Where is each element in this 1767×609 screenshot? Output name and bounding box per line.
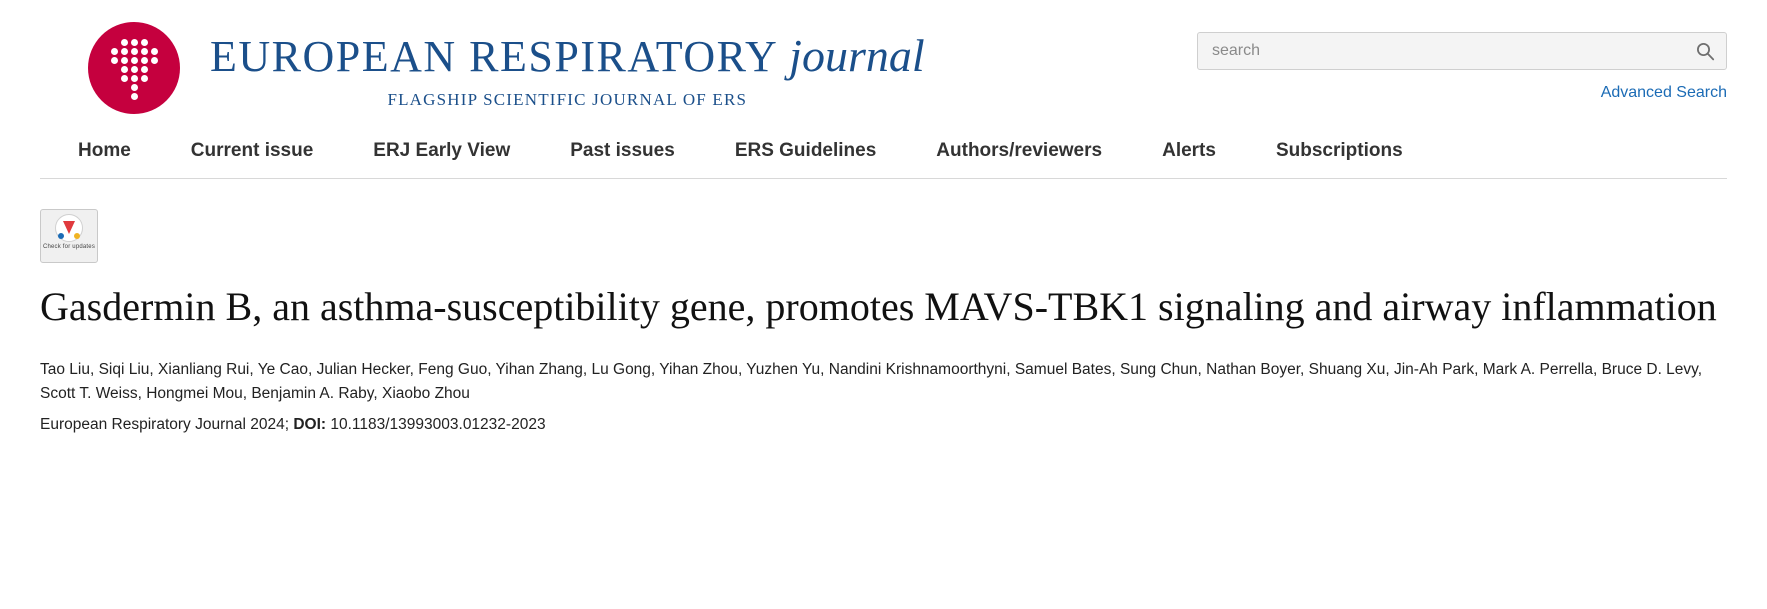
search-area (1197, 18, 1727, 102)
journal-branding[interactable] (88, 18, 925, 114)
nav-item-ers-guidelines[interactable]: ERS Guidelines (734, 140, 877, 161)
crossmark-label: Check for updates (42, 244, 96, 250)
site-header (0, 0, 1767, 114)
search-icon[interactable] (1694, 40, 1716, 62)
advanced-search-link[interactable]: Advanced Search (1600, 84, 1727, 101)
nav-item-authors-reviewers[interactable]: Authors/reviewers (936, 140, 1103, 161)
nav-item-erj-early-view[interactable]: ERJ Early View (373, 140, 511, 161)
doi-label: DOI: (293, 415, 327, 433)
citation-line (40, 416, 1727, 434)
search-input[interactable] (1210, 32, 1694, 70)
crossmark-badge-icon[interactable] (40, 209, 98, 263)
crossmark-circle-icon (55, 214, 83, 242)
doi-value[interactable]: 10.1183/13993003.01232-2023 (330, 415, 546, 433)
journal-tagline: FLAGSHIP SCIENTIFIC JOURNAL OF ERS (387, 90, 748, 110)
nav-item-current-issue[interactable]: Current issue (190, 140, 314, 161)
journal-title-main: EUROPEAN RESPIRATORY (210, 32, 777, 81)
ers-logo-icon[interactable] (88, 22, 180, 114)
citation-journal-year: European Respiratory Journal 2024; (40, 415, 290, 433)
journal-title (210, 32, 925, 80)
author-list: Tao Liu, Siqi Liu, Xianliang Rui, Ye Cao, Julian Hecker, Feng Guo, Yihan Zhang, Lu Gong, Yihan Zhou, Yuzhen Yu, Nandini Krishnamoorthyni, Samuel Bates, Sung Chun, Nathan Boyer, Shuang Xu, Jin-Ah Park, Mark A. Perrella, Bruce D. Levy, Scott T. Weiss, Hongmei Mou, Benjamin A. Raby, Xiaobo Zhou (40, 360, 1703, 402)
nav-list (40, 140, 1727, 178)
page-title: Gasdermin B, an asthma-susceptibility gene, promotes MAVS-TBK1 signaling and airway inflammation (40, 284, 1717, 329)
search-box[interactable] (1197, 32, 1727, 70)
journal-title-block (210, 18, 925, 110)
nav-item-past-issues[interactable]: Past issues (570, 140, 675, 161)
advanced-search (1197, 84, 1727, 102)
journal-title-italic: journal (789, 30, 925, 81)
nav-item-alerts[interactable]: Alerts (1162, 140, 1216, 161)
article-header (0, 179, 1767, 434)
ers-logo-dot-grid (88, 22, 180, 114)
nav-item-home[interactable]: Home (78, 140, 131, 161)
primary-navigation (40, 140, 1727, 179)
nav-item-subscriptions[interactable]: Subscriptions (1275, 140, 1403, 161)
